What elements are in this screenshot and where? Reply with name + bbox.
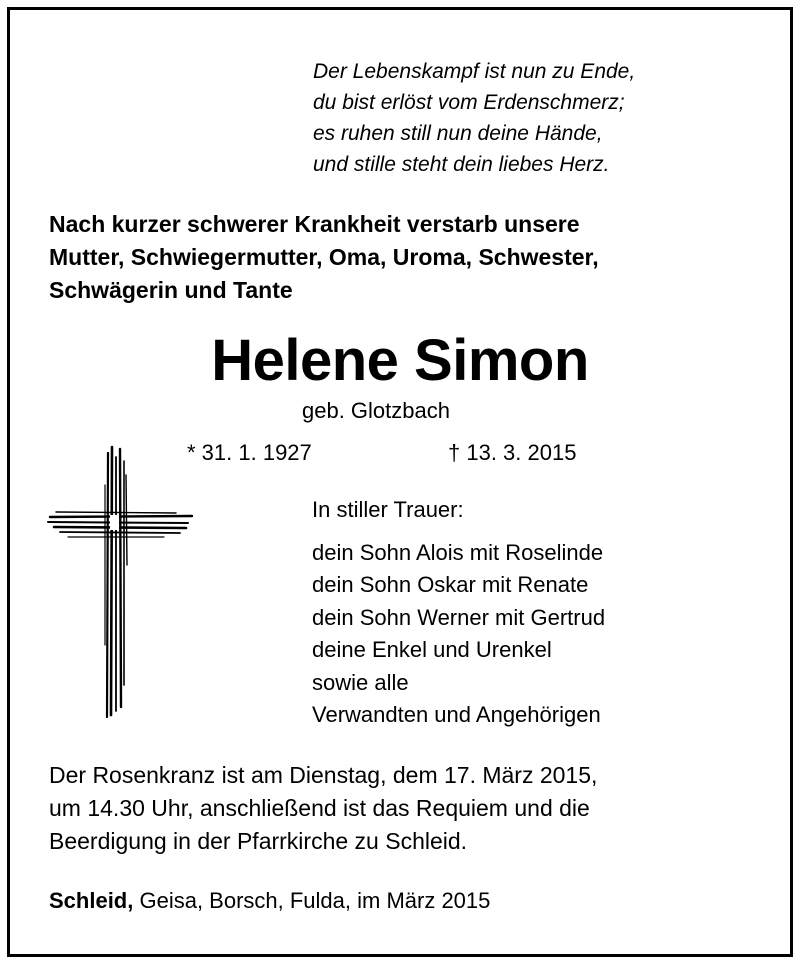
mourner-line: dein Sohn Oskar mit Renate (312, 572, 589, 597)
mourner-line: deine Enkel und Urenkel (312, 637, 552, 662)
mourner-line: dein Sohn Alois mit Roselinde (312, 539, 604, 565)
intro-line: Nach kurzer schwerer Krankheit verstarb unsere (49, 211, 580, 237)
intro-line: Mutter, Schwiegermutter, Oma, Uroma, Schwester, (49, 244, 599, 270)
deceased-name: Helene Simon (211, 328, 589, 393)
poem-line: Der Lebenskampf ist nun zu Ende, (313, 60, 636, 83)
place-town: Schleid, (49, 888, 134, 913)
service-info (49, 759, 597, 858)
mourners-heading: In stiller Trauer: (312, 497, 464, 522)
poem (313, 56, 635, 180)
death-date: † 13. 3. 2015 (448, 440, 577, 465)
mourner-line: sowie alle (312, 669, 409, 695)
poem-line: und stille steht dein liebes Herz. (313, 153, 610, 176)
birth-date: * 31. 1. 1927 (187, 440, 312, 465)
cross-icon (46, 445, 194, 720)
place-date-line (49, 886, 490, 916)
place-rest: Geisa, Borsch, Fulda, im März 2015 (133, 888, 491, 913)
service-line: Der Rosenkranz ist am Dienstag, dem 17. März 2015, (49, 762, 598, 788)
service-line: Beerdigung in der Pfarrkirche zu Schleid. (49, 828, 468, 854)
service-line: um 14.30 Uhr, anschließend ist das Requiem und die (49, 795, 590, 821)
mourners-list (312, 494, 605, 732)
poem-line: es ruhen still nun deine Hände, (313, 122, 603, 145)
birth-name: geb. Glotzbach (302, 398, 450, 423)
intro-text (49, 208, 599, 307)
poem-line: du bist erlöst vom Erdenschmerz; (313, 91, 625, 114)
mourner-line: Verwandten und Angehörigen (312, 702, 601, 727)
intro-line: Schwägerin und Tante (49, 277, 293, 303)
mourner-line: dein Sohn Werner mit Gertrud (312, 604, 606, 630)
